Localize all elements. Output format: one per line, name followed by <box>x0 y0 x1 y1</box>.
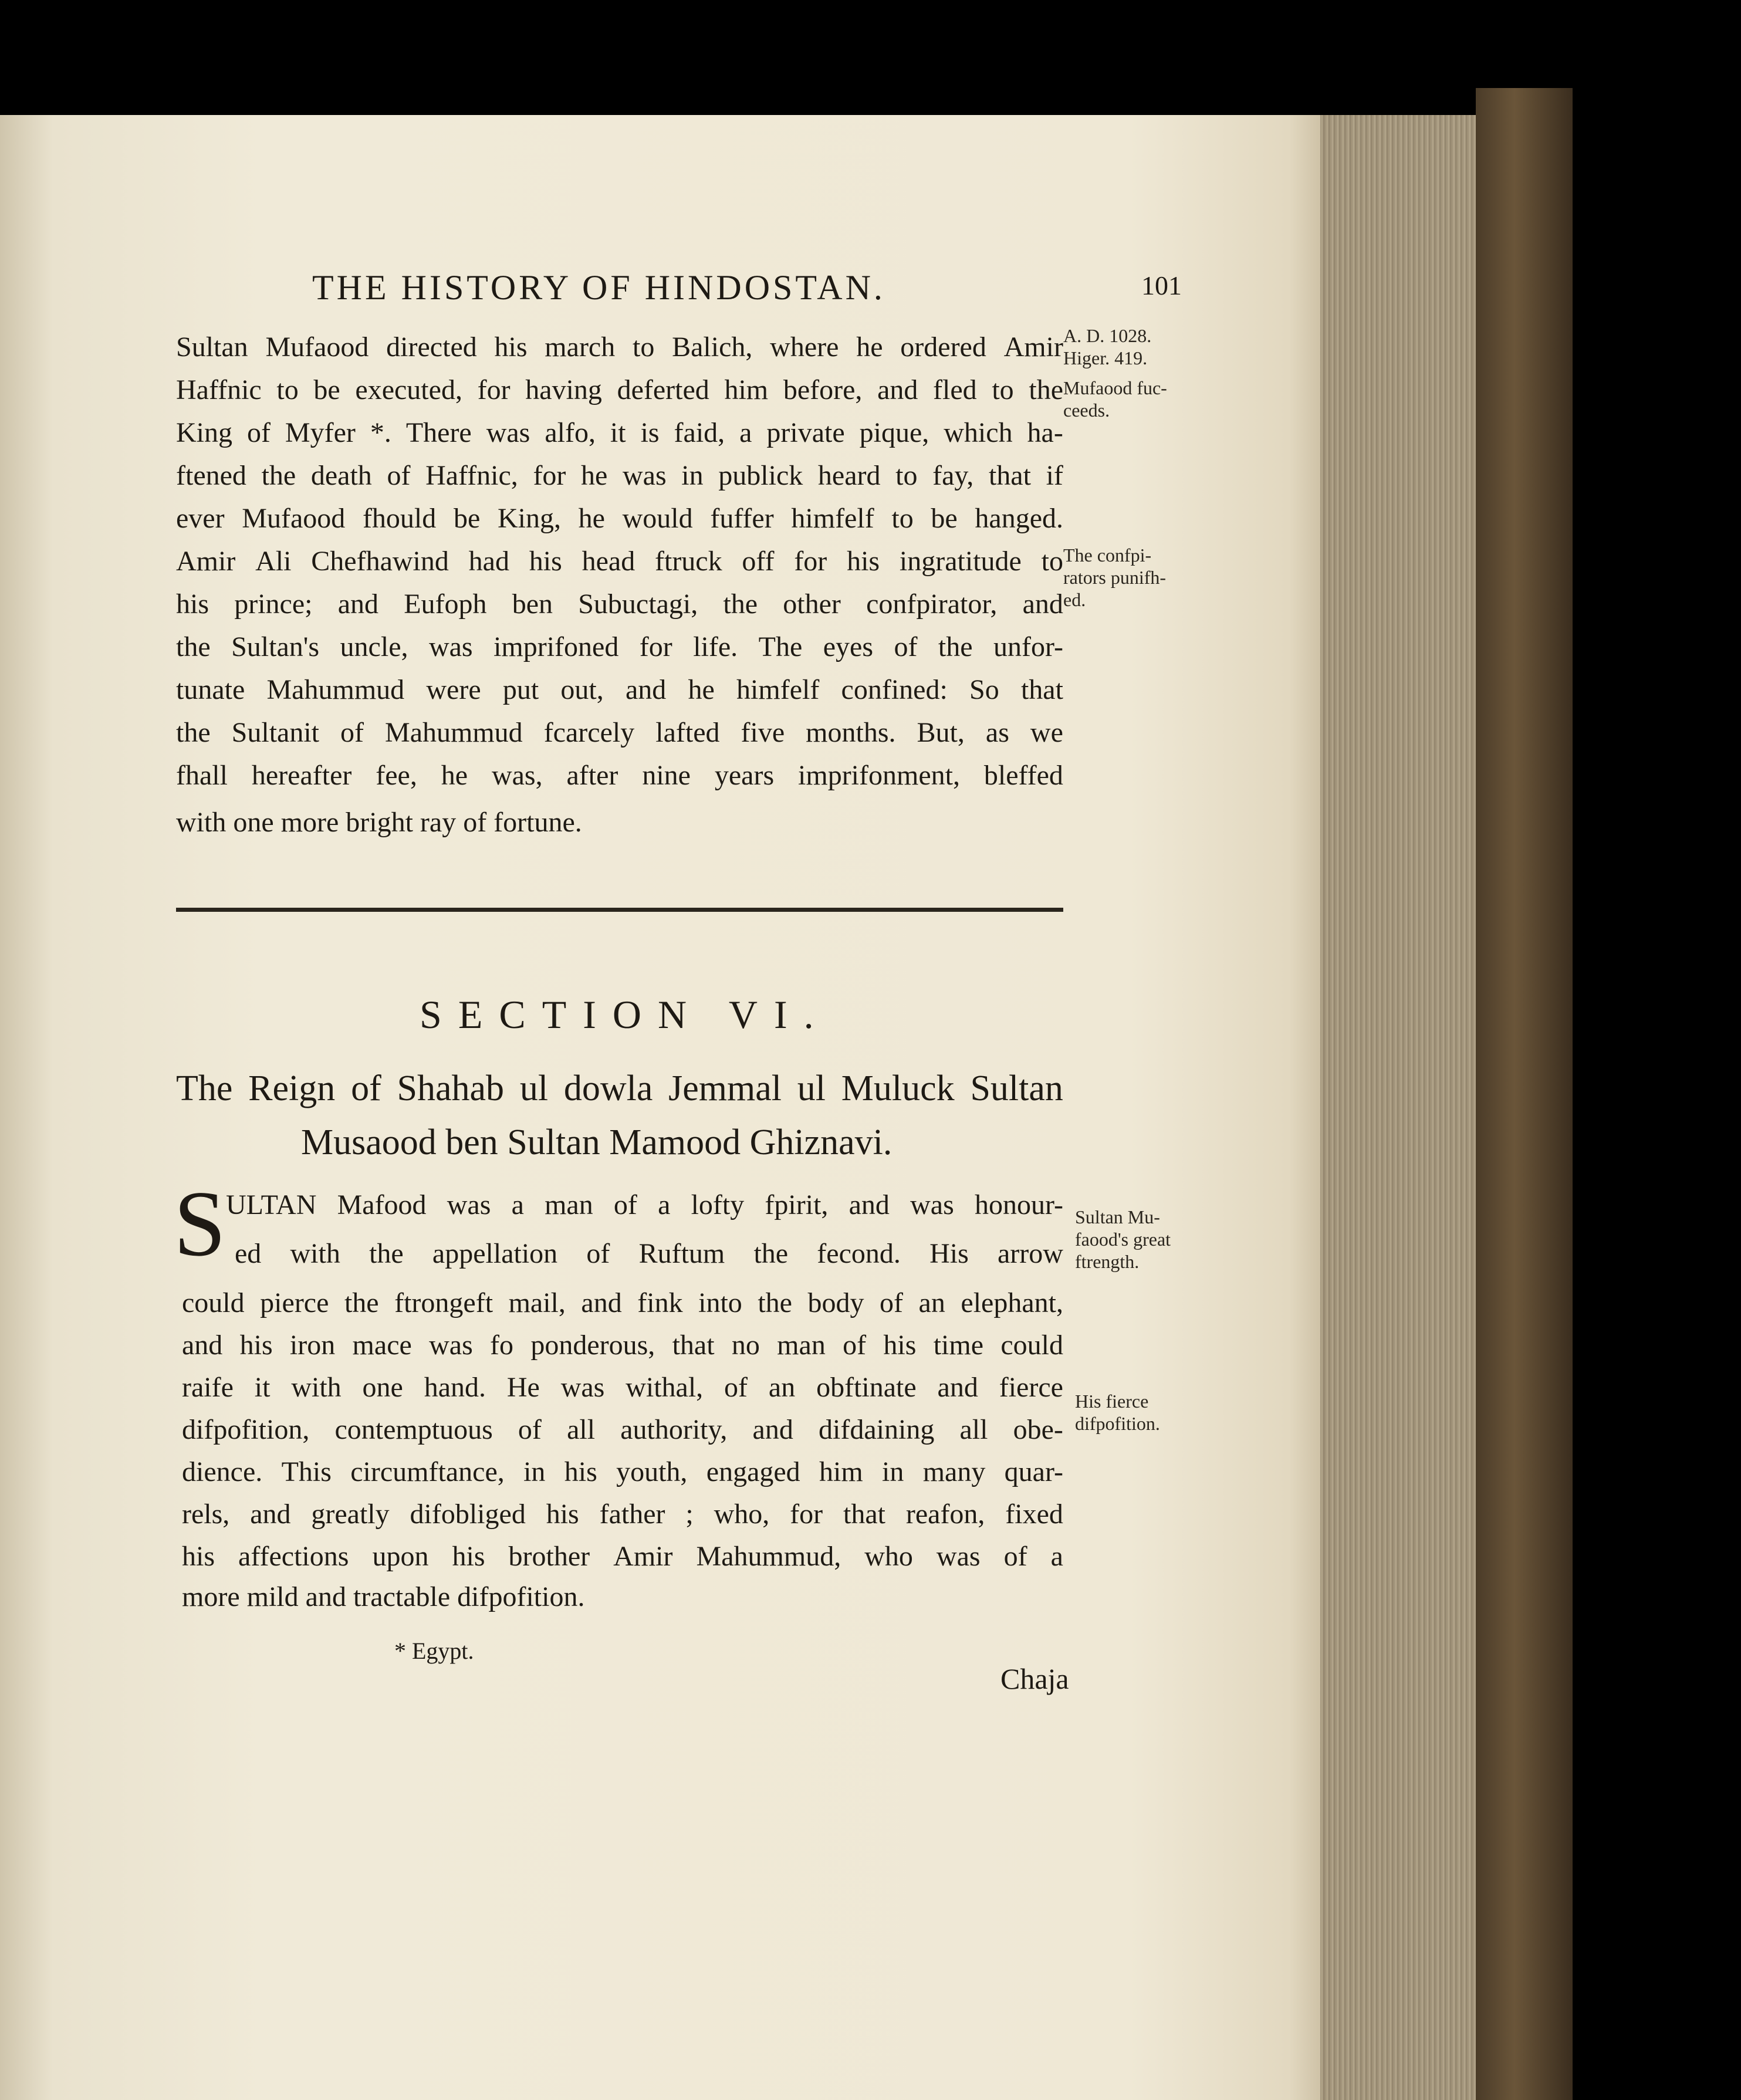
word: directed <box>386 332 477 363</box>
word: fo <box>490 1330 514 1361</box>
word: deferted <box>617 374 709 405</box>
word: dowla <box>563 1068 653 1108</box>
word: But, <box>917 717 965 748</box>
margin-note-line: Mufaood fuc- <box>1063 377 1167 398</box>
word: put <box>502 674 539 705</box>
word: ftruck <box>655 546 722 577</box>
word: out, <box>560 674 604 705</box>
word: publick <box>718 460 803 491</box>
word: ever <box>176 503 225 534</box>
word: that <box>843 1499 885 1530</box>
word: to <box>633 332 655 363</box>
word: which <box>944 417 1013 448</box>
word: elephant, <box>961 1287 1063 1318</box>
word: hanged. <box>975 503 1063 534</box>
word: obftinate <box>816 1372 917 1403</box>
word: ha- <box>1027 417 1063 448</box>
word: His <box>929 1238 969 1269</box>
section-divider-rule <box>176 908 1063 912</box>
word: fee, <box>376 760 417 791</box>
word: five <box>741 717 785 748</box>
word: was <box>429 1330 473 1361</box>
word: tunate <box>176 674 245 705</box>
word: for <box>639 631 672 662</box>
paragraph-line <box>182 1416 1063 1444</box>
word: to <box>1041 546 1063 577</box>
word: hereafter <box>251 760 352 791</box>
word: Subuctagi, <box>578 589 698 620</box>
word: of <box>894 631 918 662</box>
word: fierce <box>999 1372 1063 1403</box>
word: all <box>959 1414 988 1445</box>
word: Muluck <box>841 1068 955 1108</box>
margin-note-date-line: Higer. 419. <box>1063 347 1148 368</box>
word: many <box>922 1456 986 1487</box>
word: man <box>545 1189 593 1220</box>
paragraph-line: with one more bright ray of fortune. <box>176 807 582 838</box>
word: was, <box>491 760 543 791</box>
word: an <box>768 1372 796 1403</box>
word: father <box>599 1499 665 1530</box>
word: where <box>770 332 839 363</box>
word: had <box>468 546 509 577</box>
word: march <box>545 332 616 363</box>
word: of <box>518 1414 542 1445</box>
word: no <box>731 1330 760 1361</box>
word: the <box>753 1238 789 1269</box>
word: Amir <box>1003 332 1063 363</box>
word: body <box>807 1287 864 1318</box>
word: for <box>477 374 511 405</box>
word: of <box>724 1372 748 1403</box>
word: engaged <box>706 1456 800 1487</box>
word: would <box>622 503 693 534</box>
paragraph-line <box>176 676 1063 704</box>
word: other <box>783 589 841 620</box>
word: to <box>895 460 918 491</box>
word: difdaining <box>819 1414 935 1445</box>
word: were <box>426 674 481 705</box>
book-cover-edge <box>1476 88 1573 2100</box>
margin-note-line: rators punifh- <box>1063 567 1167 588</box>
word: fink <box>637 1287 683 1318</box>
word: after <box>566 760 618 791</box>
paragraph-line <box>176 633 1063 661</box>
paragraph-line <box>176 719 1063 747</box>
word: raife <box>182 1372 234 1403</box>
word: he <box>441 760 468 791</box>
word: an <box>918 1287 945 1318</box>
word: could <box>1000 1330 1063 1361</box>
word: Sultan's <box>231 631 320 662</box>
word: ftened <box>176 460 246 491</box>
word: the <box>176 631 211 662</box>
reign-title-line: Musaood ben Sultan Mamood Ghiznavi. <box>301 1122 893 1162</box>
word: mace <box>352 1330 412 1361</box>
word: fixed <box>1005 1499 1063 1530</box>
word: mail, <box>508 1287 566 1318</box>
margin-note-date-line: A. D. 1028. <box>1063 325 1152 346</box>
word: brother <box>508 1541 590 1572</box>
word: imprifonment, <box>798 760 960 791</box>
paragraph-line <box>176 462 1063 490</box>
paragraph-line <box>182 1289 1063 1317</box>
word: himfelf <box>736 674 820 705</box>
word: affections <box>238 1541 349 1572</box>
margin-note-line: His fierce <box>1075 1391 1149 1412</box>
word: who, <box>714 1499 770 1530</box>
word: Chefhawind <box>311 546 449 577</box>
paragraph-line <box>176 547 1063 576</box>
word: his <box>529 546 562 577</box>
paragraph-line <box>182 1500 1063 1528</box>
margin-note-line: ceeds. <box>1063 400 1110 421</box>
word: quar- <box>1004 1456 1063 1487</box>
page-number: 101 <box>1141 270 1182 300</box>
word: man <box>777 1330 826 1361</box>
word: This <box>281 1456 332 1487</box>
word: Reign <box>248 1068 336 1108</box>
word: a <box>1050 1541 1063 1572</box>
word: difobliged <box>410 1499 526 1530</box>
word: that <box>1020 674 1063 705</box>
word: private <box>766 417 845 448</box>
word: a <box>658 1189 671 1220</box>
word: of <box>586 1238 610 1269</box>
paragraph-line <box>176 333 1063 361</box>
word: nine <box>642 760 691 791</box>
word: faid, <box>674 417 725 448</box>
word: Haffnic, <box>425 460 518 491</box>
word: Eufoph <box>404 589 487 620</box>
word: was <box>428 631 473 662</box>
word: reafon, <box>905 1499 985 1530</box>
word: fhall <box>176 760 228 791</box>
word: his <box>564 1456 597 1487</box>
word: ben <box>512 589 553 620</box>
word: he <box>856 332 883 363</box>
word: The <box>176 1068 233 1108</box>
word: Mahummud <box>266 674 405 705</box>
word: lofty <box>691 1189 745 1220</box>
word: and <box>877 374 918 405</box>
word: difpofition, <box>182 1414 310 1445</box>
word: his <box>883 1330 917 1361</box>
margin-note-line: Sultan Mu- <box>1075 1206 1160 1227</box>
word: fled <box>933 374 977 405</box>
reign-title-line <box>176 1068 1063 1110</box>
word: King <box>176 417 232 448</box>
word: the <box>938 631 973 662</box>
word: to <box>276 374 299 405</box>
word: arrow <box>997 1238 1063 1269</box>
word: before, <box>783 374 863 405</box>
word: is <box>640 417 660 448</box>
margin-note-line: ftrength. <box>1075 1251 1140 1272</box>
paragraph-line <box>176 376 1063 404</box>
word: Ruftum <box>638 1238 725 1269</box>
word: eyes <box>823 631 874 662</box>
word: was <box>936 1541 981 1572</box>
word: ingratitude <box>899 546 1022 577</box>
word: of <box>387 460 411 491</box>
word: of <box>1003 1541 1027 1572</box>
word: his <box>847 546 880 577</box>
word: the <box>723 589 758 620</box>
paragraph-line <box>182 1374 1063 1402</box>
word: upon <box>372 1541 429 1572</box>
word: Mufaood <box>242 503 346 534</box>
word: obe- <box>1013 1414 1063 1445</box>
word: honour- <box>974 1189 1063 1220</box>
word: was <box>486 417 530 448</box>
paragraph-line <box>176 762 1063 790</box>
word: of <box>246 417 271 448</box>
word: fuffer <box>710 503 774 534</box>
running-header: THE HISTORY OF HINDOSTAN. <box>312 268 885 307</box>
word: ul <box>519 1068 549 1108</box>
word: ULTAN <box>226 1189 317 1220</box>
word: King, <box>497 503 561 534</box>
word: his <box>182 1541 215 1572</box>
word: So <box>969 674 999 705</box>
word: and <box>581 1287 622 1318</box>
word: Sultanit <box>231 717 319 748</box>
word: confined: <box>841 674 948 705</box>
paragraph-line: more mild and tractable difpofition. <box>182 1581 585 1612</box>
word: the <box>1029 374 1063 405</box>
word: off <box>742 546 775 577</box>
word: lafted <box>655 717 720 748</box>
word: having <box>525 374 602 405</box>
word: as <box>985 717 1009 748</box>
word: pierce <box>260 1287 329 1318</box>
word: be <box>453 503 481 534</box>
word: withal, <box>626 1372 704 1403</box>
word: Sultan <box>176 332 248 363</box>
word: death <box>310 460 372 491</box>
word: life. <box>693 631 738 662</box>
word: Mufaood <box>265 332 369 363</box>
word: was <box>560 1372 605 1403</box>
word: one <box>362 1372 403 1403</box>
paragraph-line <box>182 1543 1063 1571</box>
word: it <box>254 1372 271 1403</box>
word: and <box>1022 589 1063 620</box>
word: rels, <box>182 1499 230 1530</box>
word: fcarcely <box>543 717 635 748</box>
word: to <box>992 374 1014 405</box>
word: his <box>546 1499 579 1530</box>
word: Haffnic <box>176 374 262 405</box>
word: to <box>891 503 914 534</box>
word: heard <box>817 460 881 491</box>
word: The <box>758 631 803 662</box>
footnote: * Egypt. <box>394 1638 474 1664</box>
paragraph-line <box>226 1191 1063 1219</box>
word: his <box>176 589 209 620</box>
word: ftrongeft <box>394 1287 493 1318</box>
word: be <box>931 503 958 534</box>
word: his <box>494 332 528 363</box>
word: There <box>405 417 472 448</box>
word: himfelf <box>791 503 874 534</box>
word: Myfer <box>285 417 356 448</box>
word: Ali <box>255 546 292 577</box>
word: greatly <box>311 1499 390 1530</box>
word: bleffed <box>983 760 1063 791</box>
word: a <box>739 417 752 448</box>
word: him <box>819 1456 863 1487</box>
word: and <box>182 1330 223 1361</box>
word: executed, <box>355 374 462 405</box>
word: authority, <box>620 1414 728 1445</box>
word: the <box>369 1238 404 1269</box>
word: that <box>672 1330 715 1361</box>
word: for <box>533 460 566 491</box>
word: fecond. <box>817 1238 901 1269</box>
word: Sultan <box>970 1068 1063 1108</box>
word: Amir <box>176 546 236 577</box>
word: imprifoned <box>493 631 619 662</box>
word: Amir <box>613 1541 673 1572</box>
word: pique, <box>859 417 929 448</box>
word: we <box>1030 717 1063 748</box>
word: and <box>625 674 667 705</box>
word: the <box>344 1287 379 1318</box>
margin-note-line: ed. <box>1063 589 1086 610</box>
catchword: Chaja <box>1000 1662 1069 1695</box>
word: contemptuous <box>334 1414 493 1445</box>
word: with <box>290 1238 340 1269</box>
word: hand. <box>424 1372 486 1403</box>
paragraph-line <box>176 505 1063 533</box>
word: ed <box>235 1238 262 1269</box>
word: Mahummud <box>385 717 523 748</box>
word: and <box>848 1189 890 1220</box>
word: ; <box>685 1499 694 1530</box>
word: of <box>351 1068 381 1108</box>
word: and <box>250 1499 291 1530</box>
word: who <box>864 1541 913 1572</box>
word: was <box>910 1189 954 1220</box>
word: fhould <box>362 503 437 534</box>
word: in <box>681 460 704 491</box>
word: alfo, <box>545 417 596 448</box>
word: fay, <box>932 460 974 491</box>
word: of <box>843 1330 867 1361</box>
drop-cap: S <box>174 1171 226 1276</box>
section-heading: SECTION VI. <box>420 992 830 1037</box>
word: into <box>698 1287 742 1318</box>
word: it <box>610 417 626 448</box>
paragraph-line <box>182 1458 1063 1486</box>
word: Jemmal <box>668 1068 782 1108</box>
word: Balich, <box>672 332 753 363</box>
word: ul <box>797 1068 826 1108</box>
word: a <box>511 1189 524 1220</box>
word: of <box>613 1189 637 1220</box>
word: that <box>988 460 1031 491</box>
word: and <box>937 1372 978 1403</box>
word: he <box>578 503 605 534</box>
paragraph-line <box>176 590 1063 618</box>
word: *. <box>370 417 391 448</box>
word: prince; <box>234 589 313 620</box>
word: circumftance, <box>350 1456 505 1487</box>
word: in <box>882 1456 904 1487</box>
word: be <box>313 374 340 405</box>
word: youth, <box>616 1456 688 1487</box>
margin-note-line: faood's great <box>1075 1229 1171 1250</box>
word: was <box>447 1189 491 1220</box>
word: Mafood <box>337 1189 427 1220</box>
word: the <box>758 1287 792 1318</box>
word: months. <box>806 717 896 748</box>
word: appellation <box>432 1238 558 1269</box>
paragraph-line <box>176 419 1063 447</box>
word: fpirit, <box>765 1189 829 1220</box>
word: with <box>291 1372 342 1403</box>
word: his <box>239 1330 273 1361</box>
word: all <box>567 1414 596 1445</box>
word: and <box>752 1414 793 1445</box>
word: Mahummud, <box>696 1541 841 1572</box>
page-fore-edge <box>1320 115 1479 2100</box>
word: and <box>337 589 378 620</box>
word: could <box>182 1287 245 1318</box>
word: him <box>724 374 769 405</box>
word: the <box>261 460 296 491</box>
word: if <box>1046 460 1063 491</box>
word: uncle, <box>340 631 408 662</box>
word: of <box>340 717 364 748</box>
word: ponderous, <box>530 1330 655 1361</box>
paragraph-line <box>235 1240 1063 1268</box>
word: time <box>933 1330 984 1361</box>
paragraph-line <box>182 1331 1063 1360</box>
word: dience. <box>182 1456 263 1487</box>
word: the <box>176 717 211 748</box>
word: he <box>581 460 608 491</box>
margin-note-line: difpofition. <box>1075 1413 1160 1434</box>
word: in <box>523 1456 546 1487</box>
word: iron <box>289 1330 336 1361</box>
word: for <box>790 1499 823 1530</box>
word: of <box>880 1287 904 1318</box>
word: was <box>623 460 667 491</box>
word: He <box>506 1372 540 1403</box>
word: for <box>794 546 827 577</box>
word: unfor- <box>993 631 1063 662</box>
word: ordered <box>900 332 986 363</box>
word: his <box>452 1541 485 1572</box>
word: years <box>714 760 775 791</box>
margin-note-line: The confpi- <box>1063 545 1152 566</box>
word: Shahab <box>397 1068 505 1108</box>
word: confpirator, <box>866 589 998 620</box>
word: head <box>582 546 635 577</box>
word: he <box>688 674 715 705</box>
